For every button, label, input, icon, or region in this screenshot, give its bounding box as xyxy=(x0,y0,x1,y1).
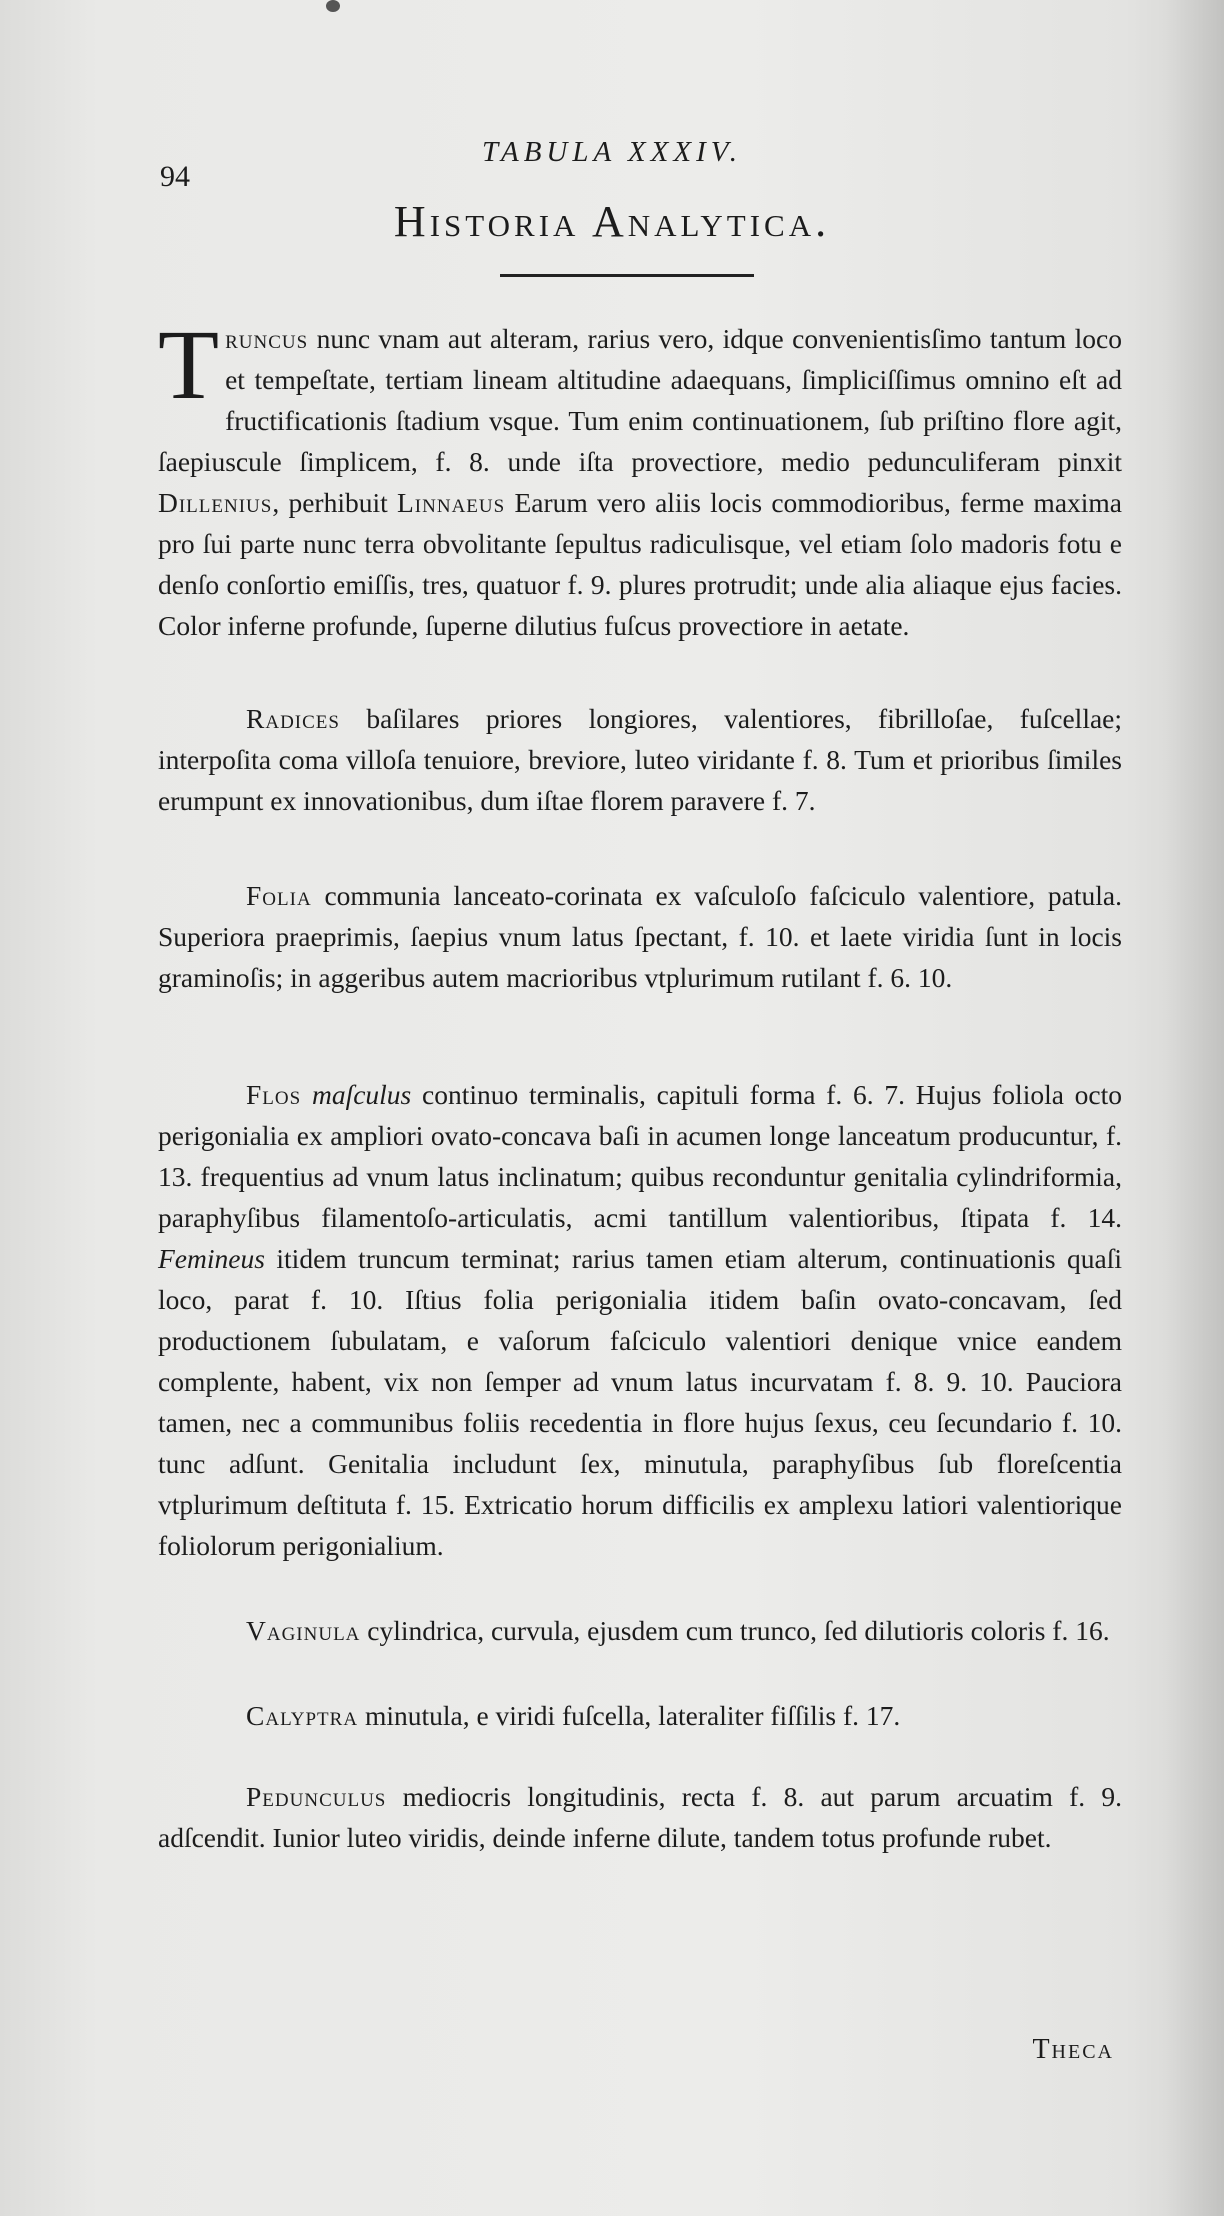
author-name: Linnaeus xyxy=(397,487,506,518)
paragraph-truncus xyxy=(158,309,1123,646)
paragraph-text: baſilares priores longiores, valentiores, fibrilloſae, fuſcellae; interpoſita coma villoſa tenuiore, breviore, luteo viridante f. 8. Tum et prioribus ſimiles erumpunt ex innovationibus, dum iſtae florem paravere f. 7. xyxy=(158,703,1123,816)
paragraph-calyptra xyxy=(158,1695,1122,1736)
paragraph-text: minutula, e viridi fuſcella, lateraliter fiſſilis f. 17. xyxy=(364,1700,901,1731)
paragraph-text: mediocris longitudinis, recta f. 8. aut parum arcuatim f. 9. adſcendit. Iunior luteo viridis, deinde inferne dilute, tandem totus profunde rubet. xyxy=(158,1781,1123,1853)
paragraph-head: Pedunculus xyxy=(246,1781,387,1812)
catchword: Theca xyxy=(1032,2034,1114,2065)
paragraph-text: , perhibuit xyxy=(272,487,388,518)
paragraph-text: cylindrica, curvula, ejusdem cum trunco, ſed dilutioris coloris f. 16. xyxy=(367,1615,1110,1646)
paragraph-pedunculus xyxy=(158,1776,1122,1858)
page-edge-shadow xyxy=(1164,0,1224,2216)
page-number: 94 xyxy=(160,160,190,193)
paragraph-flos xyxy=(158,1074,1122,1566)
paragraph-head: Calyptra xyxy=(246,1700,359,1731)
page-title: Historia Analytica. xyxy=(393,197,831,246)
paragraph-head: Folia xyxy=(246,880,312,911)
italic-term: maſculus xyxy=(311,1079,412,1110)
paragraph-vaginula xyxy=(158,1610,1122,1651)
paragraph-text: communia lanceato-corinata ex vaſculoſo faſciculo valentiore, patula. Superiora praeprimis, ſaepius vnum latus ſpectant, f. 10. et laete viridia ſunt in locis graminoſis; in aggeribus autem macrioribus vtplurimum rutilant f. 6. 10. xyxy=(158,880,1122,993)
page-hole-mark xyxy=(326,0,340,12)
main-text xyxy=(158,309,1123,1858)
title-rule xyxy=(500,274,754,277)
paragraph-head: Flos xyxy=(246,1079,302,1110)
paragraph-folia xyxy=(158,875,1122,998)
paragraph-head: Radices xyxy=(246,703,340,734)
paragraph-text: continuo terminalis, capituli forma f. 6. 7. Hujus foliola octo perigonialia ex ampliori ovato-concava baſi in acumen longe lanceatum producuntur, f. 13. frequentius ad vnum latus inclinatum; quibus reconduntur genitalia cylindriformia, paraphyſibus filamentoſo-articulatis, acmi tantillum valentioribus, ſtipata f. 14. xyxy=(158,1079,1123,1233)
drop-cap: T xyxy=(158,309,220,420)
paragraph-text: Earum vero aliis locis commodioribus, ferme maxima pro ſui parte nunc terra obvolitante ſepultus radiculisque, vel etiam ſolo madoris fotu e denſo conſortio emiſſis, tres, quatuor f. 9. plures protrudit; unde alia aliaque ejus facies. Color inferne profunde, ſuperne dilutius fuſcus provectiore in aetate. xyxy=(158,487,1123,641)
paragraph-head: Vaginula xyxy=(246,1615,361,1646)
paragraph-text: itidem truncum terminat; rarius tamen etiam alterum, continuationis quaſi loco, parat f. 10. Iſtius folia perigonialia itidem baſin ovato-concavam, ſed productionem ſubulatam, e vaſorum faſciculo valentiori denique vnice eandem complente, habent, vix non ſemper ad vnum latus incurvatam f. 8. 9. 10. Pauciora tamen, nec a communibus foliis recedentia in flore hujus ſexus, ceu ſecundario f. 10. tunc adſunt. Genitalia includunt ſex, minutula, paraphyſibus ſub floreſcentia vtplurimum deſtituta f. 15. Extricatio horum difficilis ex amplexu latiori valentiorique foliolorum perigonialium. xyxy=(158,1243,1122,1561)
paragraph-head: runcus xyxy=(225,323,309,354)
paragraph-radices xyxy=(158,698,1122,821)
author-name: Dillenius xyxy=(158,487,273,518)
italic-term: Femineus xyxy=(158,1243,265,1274)
running-head: TABULA XXXIV. xyxy=(482,136,742,168)
paragraph-text: nunc vnam aut alteram, rarius vero, idque convenientisſimo tantum loco et tempeſtate, tertiam lineam altitudine adaequans, ſimpliciſſimus omnino eſt ad fructificationis ſtadium vsque. Tum enim continuationem, ſub priſtino flore agit, ſaepiuscule ſimplicem, f. 8. unde iſta provectiore, medio pedunculiferam pinxit xyxy=(158,323,1123,477)
